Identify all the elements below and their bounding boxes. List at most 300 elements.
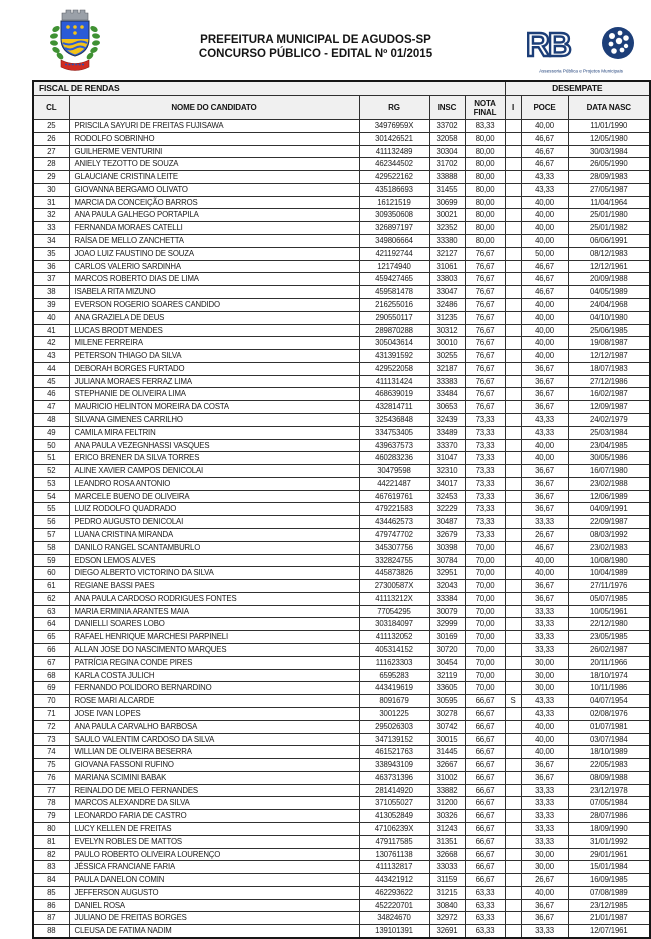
- cell-data-nasc: 12/05/1980: [568, 132, 650, 145]
- cell-name: WILLIAN DE OLIVEIRA BESERRA: [69, 746, 359, 759]
- cell-i: [505, 196, 521, 209]
- cell-name: LUCY KELLEN DE FREITAS: [69, 822, 359, 835]
- cell-rg: 452220701: [359, 899, 429, 912]
- table-row: [33, 695, 650, 708]
- table-row: [33, 375, 650, 388]
- cell-insc: 32453: [429, 490, 465, 503]
- cell-data-nasc: 16/09/1985: [568, 874, 650, 887]
- cell-cl: 88: [33, 925, 69, 938]
- cell-nota-final: 76,67: [465, 247, 505, 260]
- cell-cl: 87: [33, 912, 69, 925]
- cell-data-nasc: 20/09/1988: [568, 273, 650, 286]
- cell-cl: 84: [33, 874, 69, 887]
- cell-rg: 338943109: [359, 759, 429, 772]
- cell-name: JULIANA MORAES FERRAZ LIMA: [69, 375, 359, 388]
- cell-rg: 429522058: [359, 362, 429, 375]
- table-row: [33, 401, 650, 414]
- cell-rg: 41113212X: [359, 592, 429, 605]
- cell-name: FERNANDA MORAES CATELLI: [69, 222, 359, 235]
- cell-i: [505, 605, 521, 618]
- cell-name: LUCAS BRODT MENDES: [69, 324, 359, 337]
- cell-cl: 51: [33, 452, 69, 465]
- cell-cl: 36: [33, 260, 69, 273]
- cell-i: [505, 784, 521, 797]
- cell-name: ANA GRAZIELA DE DEUS: [69, 311, 359, 324]
- cell-insc: 32058: [429, 132, 465, 145]
- cell-cl: 33: [33, 222, 69, 235]
- cell-poce: 36,67: [521, 465, 568, 478]
- cell-name: GLAUCIANE CRISTINA LEITE: [69, 171, 359, 184]
- cell-nota-final: 76,67: [465, 273, 505, 286]
- cell-name: CLEUSA DE FATIMA NADIM: [69, 925, 359, 938]
- cell-poce: 33,33: [521, 516, 568, 529]
- cell-data-nasc: 04/05/1989: [568, 286, 650, 299]
- cell-insc: 30010: [429, 337, 465, 350]
- table-row: [33, 682, 650, 695]
- cell-name: EDSON LEMOS ALVES: [69, 554, 359, 567]
- cell-data-nasc: 23/12/1985: [568, 899, 650, 912]
- cell-data-nasc: 16/07/1980: [568, 465, 650, 478]
- cell-data-nasc: 07/05/1984: [568, 797, 650, 810]
- cell-rg: 34824670: [359, 912, 429, 925]
- cell-cl: 35: [33, 247, 69, 260]
- cell-i: [505, 273, 521, 286]
- cell-nota-final: 66,67: [465, 771, 505, 784]
- cell-nota-final: 76,67: [465, 401, 505, 414]
- cell-name: MARCOS ALEXANDRE DA SILVA: [69, 797, 359, 810]
- cell-i: [505, 644, 521, 657]
- cell-nota-final: 66,67: [465, 746, 505, 759]
- cell-poce: 33,33: [521, 810, 568, 823]
- cell-name: LUANA CRISTINA MIRANDA: [69, 529, 359, 542]
- cell-cl: 76: [33, 771, 69, 784]
- cell-rg: 332824755: [359, 554, 429, 567]
- cell-nota-final: 73,33: [465, 426, 505, 439]
- cell-name: ROSE MARI ALCARDE: [69, 695, 359, 708]
- cell-insc: 31002: [429, 771, 465, 784]
- cell-i: [505, 426, 521, 439]
- cell-name: PEDRO AUGUSTO DENICOLAI: [69, 516, 359, 529]
- table-row: [33, 848, 650, 861]
- cell-name: MARCIA DA CONCEIÇÃO BARROS: [69, 196, 359, 209]
- cell-cl: 67: [33, 656, 69, 669]
- cell-cl: 82: [33, 848, 69, 861]
- cell-nota-final: 63,33: [465, 899, 505, 912]
- cell-data-nasc: 20/11/1966: [568, 656, 650, 669]
- cell-insc: 33702: [429, 120, 465, 133]
- cell-data-nasc: 12/12/1961: [568, 260, 650, 273]
- cell-nota-final: 73,33: [465, 439, 505, 452]
- table-row: [33, 337, 650, 350]
- cell-nota-final: 63,33: [465, 925, 505, 938]
- cell-insc: 30278: [429, 707, 465, 720]
- table-row: [33, 350, 650, 363]
- cell-poce: 36,67: [521, 771, 568, 784]
- cell-poce: 46,67: [521, 132, 568, 145]
- cell-nota-final: 76,67: [465, 298, 505, 311]
- cell-i: [505, 145, 521, 158]
- cell-poce: 40,00: [521, 554, 568, 567]
- cell-cl: 42: [33, 337, 69, 350]
- cell-nota-final: 66,67: [465, 733, 505, 746]
- cell-i: [505, 222, 521, 235]
- cell-cl: 55: [33, 503, 69, 516]
- table-row: [33, 771, 650, 784]
- cell-cl: 74: [33, 746, 69, 759]
- cell-data-nasc: 25/01/1980: [568, 209, 650, 222]
- cell-data-nasc: 12/06/1989: [568, 490, 650, 503]
- cell-cl: 53: [33, 477, 69, 490]
- cell-insc: 33484: [429, 388, 465, 401]
- cell-rg: 461521763: [359, 746, 429, 759]
- cell-nota-final: 73,33: [465, 516, 505, 529]
- cell-rg: 139101391: [359, 925, 429, 938]
- cell-poce: 36,67: [521, 490, 568, 503]
- cell-insc: 33803: [429, 273, 465, 286]
- cell-data-nasc: 10/11/1986: [568, 682, 650, 695]
- cell-poce: 40,00: [521, 222, 568, 235]
- cell-name: ANA PAULA VEZEGNHASSI VASQUES: [69, 439, 359, 452]
- cell-rg: 435186693: [359, 183, 429, 196]
- cell-cl: 77: [33, 784, 69, 797]
- table-row: [33, 426, 650, 439]
- table-row: [33, 235, 650, 248]
- cell-poce: 40,00: [521, 452, 568, 465]
- cell-name: LEONARDO FARIA DE CASTRO: [69, 810, 359, 823]
- cell-cl: 47: [33, 401, 69, 414]
- cell-poce: 43,33: [521, 171, 568, 184]
- cell-nota-final: 76,67: [465, 375, 505, 388]
- cell-name: ANA PAULA CARDOSO RODRIGUES FONTES: [69, 592, 359, 605]
- cell-data-nasc: 23/12/1978: [568, 784, 650, 797]
- cell-insc: 32667: [429, 759, 465, 772]
- cell-rg: 281414920: [359, 784, 429, 797]
- cell-name: MARCELE BUENO DE OLIVEIRA: [69, 490, 359, 503]
- cell-nota-final: 73,33: [465, 503, 505, 516]
- cell-cl: 86: [33, 899, 69, 912]
- cell-cl: 30: [33, 183, 69, 196]
- cell-poce: 40,00: [521, 235, 568, 248]
- cell-name: CAMILA MIRA FELTRIN: [69, 426, 359, 439]
- table-row: [33, 260, 650, 273]
- cell-name: EVELYN ROBLES DE MATTOS: [69, 835, 359, 848]
- table-row: [33, 707, 650, 720]
- cell-insc: 32127: [429, 247, 465, 260]
- cell-insc: 32972: [429, 912, 465, 925]
- table-row: [33, 746, 650, 759]
- document-title-block: [120, 33, 511, 61]
- cell-data-nasc: 26/05/1990: [568, 158, 650, 171]
- cell-i: [505, 631, 521, 644]
- cell-i: [505, 260, 521, 273]
- cell-nota-final: 76,67: [465, 337, 505, 350]
- cell-nota-final: 76,67: [465, 311, 505, 324]
- cell-poce: 40,00: [521, 337, 568, 350]
- cell-i: [505, 861, 521, 874]
- cell-name: MARIA ERMINIA ARANTES MAIA: [69, 605, 359, 618]
- cell-rg: 16121519: [359, 196, 429, 209]
- cell-i: [505, 925, 521, 938]
- cell-data-nasc: 29/01/1961: [568, 848, 650, 861]
- cell-rg: 411132817: [359, 861, 429, 874]
- cell-nota-final: 73,33: [465, 529, 505, 542]
- cell-cl: 29: [33, 171, 69, 184]
- cell-name: GUILHERME VENTURINI: [69, 145, 359, 158]
- cell-cl: 57: [33, 529, 69, 542]
- cell-name: RODOLFO SOBRINHO: [69, 132, 359, 145]
- cell-nota-final: 70,00: [465, 631, 505, 644]
- cell-insc: 32486: [429, 298, 465, 311]
- cell-insc: 33383: [429, 375, 465, 388]
- table-row: [33, 810, 650, 823]
- table-row: [33, 209, 650, 222]
- cell-insc: 30015: [429, 733, 465, 746]
- cell-data-nasc: 27/12/1986: [568, 375, 650, 388]
- cell-rg: 347139152: [359, 733, 429, 746]
- cell-data-nasc: 18/10/1989: [568, 746, 650, 759]
- cell-cl: 41: [33, 324, 69, 337]
- cell-name: GIOVANNA BERGAMO OLIVATO: [69, 183, 359, 196]
- cell-name: DANILO RANGEL SCANTAMBURLO: [69, 541, 359, 554]
- cell-insc: 32229: [429, 503, 465, 516]
- cell-nota-final: 76,67: [465, 324, 505, 337]
- cell-name: LUIZ RODOLFO QUADRADO: [69, 503, 359, 516]
- cell-insc: 34017: [429, 477, 465, 490]
- cell-rg: 479117585: [359, 835, 429, 848]
- cell-data-nasc: 27/11/1976: [568, 580, 650, 593]
- table-row: [33, 644, 650, 657]
- cell-insc: 30653: [429, 401, 465, 414]
- cell-poce: 40,00: [521, 746, 568, 759]
- cell-nota-final: 76,67: [465, 260, 505, 273]
- cell-nota-final: 70,00: [465, 682, 505, 695]
- cell-rg: 216255016: [359, 298, 429, 311]
- table-row: [33, 465, 650, 478]
- table-row: [33, 580, 650, 593]
- cell-poce: 40,00: [521, 350, 568, 363]
- cell-rg: 345307756: [359, 541, 429, 554]
- table-row: [33, 631, 650, 644]
- cell-cl: 81: [33, 835, 69, 848]
- table-row: [33, 784, 650, 797]
- cell-data-nasc: 12/09/1987: [568, 401, 650, 414]
- cell-insc: 31061: [429, 260, 465, 273]
- cell-poce: 33,33: [521, 822, 568, 835]
- cell-insc: 33882: [429, 784, 465, 797]
- cell-poce: 50,00: [521, 247, 568, 260]
- cell-i: [505, 388, 521, 401]
- cell-insc: 31200: [429, 797, 465, 810]
- cell-poce: 46,67: [521, 273, 568, 286]
- cell-data-nasc: 12/07/1961: [568, 925, 650, 938]
- cell-data-nasc: 23/05/1985: [568, 631, 650, 644]
- cell-i: [505, 158, 521, 171]
- cell-nota-final: 66,67: [465, 784, 505, 797]
- cell-rg: 439637573: [359, 439, 429, 452]
- cell-poce: 43,33: [521, 426, 568, 439]
- cell-insc: 33489: [429, 426, 465, 439]
- cell-i: [505, 567, 521, 580]
- cell-insc: 32043: [429, 580, 465, 593]
- table-row: [33, 759, 650, 772]
- cell-insc: 32187: [429, 362, 465, 375]
- cell-data-nasc: 10/04/1989: [568, 567, 650, 580]
- table-row: [33, 516, 650, 529]
- cell-name: RAFAEL HENRIQUE MARCHESI PARPINELI: [69, 631, 359, 644]
- column-header-data-nasc: DATA NASC: [568, 96, 650, 120]
- cell-i: [505, 439, 521, 452]
- cell-nota-final: 73,33: [465, 452, 505, 465]
- cell-name: MARCOS ROBERTO DIAS DE LIMA: [69, 273, 359, 286]
- table-row: [33, 554, 650, 567]
- cell-data-nasc: 30/03/1984: [568, 145, 650, 158]
- column-header-insc: INSC: [429, 96, 465, 120]
- cell-insc: 33047: [429, 286, 465, 299]
- cell-nota-final: 70,00: [465, 644, 505, 657]
- table-row: [33, 822, 650, 835]
- cell-data-nasc: 04/10/1980: [568, 311, 650, 324]
- cell-cl: 26: [33, 132, 69, 145]
- cell-cl: 72: [33, 720, 69, 733]
- cell-name: PAULO ROBERTO OLIVEIRA LOURENÇO: [69, 848, 359, 861]
- cell-cl: 28: [33, 158, 69, 171]
- table-row: [33, 592, 650, 605]
- cell-nota-final: 66,67: [465, 848, 505, 861]
- cell-rg: 443419619: [359, 682, 429, 695]
- cell-name: JÉSSICA FRANCIANE FARIA: [69, 861, 359, 874]
- cell-i: [505, 298, 521, 311]
- cell-name: ALLAN JOSE DO NASCIMENTO MARQUES: [69, 644, 359, 657]
- cell-cl: 80: [33, 822, 69, 835]
- cell-insc: 33888: [429, 171, 465, 184]
- cell-nota-final: 80,00: [465, 171, 505, 184]
- cell-nota-final: 80,00: [465, 158, 505, 171]
- cell-i: [505, 465, 521, 478]
- cell-nota-final: 76,67: [465, 388, 505, 401]
- cell-name: ANA PAULA CARVALHO BARBOSA: [69, 720, 359, 733]
- cell-nota-final: 63,33: [465, 912, 505, 925]
- cell-poce: 46,67: [521, 145, 568, 158]
- cell-data-nasc: 18/09/1990: [568, 822, 650, 835]
- cell-name: PETERSON THIAGO DA SILVA: [69, 350, 359, 363]
- cell-i: [505, 592, 521, 605]
- cell-data-nasc: 12/12/1987: [568, 350, 650, 363]
- cell-data-nasc: 23/04/1985: [568, 439, 650, 452]
- cell-i: [505, 618, 521, 631]
- cell-insc: 31455: [429, 183, 465, 196]
- cell-name: JULIANO DE FREITAS BORGES: [69, 912, 359, 925]
- cell-i: [505, 183, 521, 196]
- table-row: [33, 145, 650, 158]
- cell-rg: 405314152: [359, 644, 429, 657]
- cell-i: [505, 848, 521, 861]
- cell-rg: 462344502: [359, 158, 429, 171]
- cell-nota-final: 66,67: [465, 835, 505, 848]
- cell-rg: 445873826: [359, 567, 429, 580]
- cell-nota-final: 80,00: [465, 235, 505, 248]
- cell-nota-final: 80,00: [465, 183, 505, 196]
- cell-poce: 40,00: [521, 298, 568, 311]
- cell-cl: 34: [33, 235, 69, 248]
- cell-rg: 305043614: [359, 337, 429, 350]
- cell-rg: 295026303: [359, 720, 429, 733]
- cell-i: [505, 822, 521, 835]
- cell-insc: 30021: [429, 209, 465, 222]
- cell-poce: 46,67: [521, 286, 568, 299]
- cell-poce: 33,33: [521, 605, 568, 618]
- table-row: [33, 413, 650, 426]
- cell-i: [505, 132, 521, 145]
- cell-name: SAULO VALENTIM CARDOSO DA SILVA: [69, 733, 359, 746]
- cell-i: [505, 720, 521, 733]
- cell-cl: 71: [33, 707, 69, 720]
- column-header-rg: RG: [359, 96, 429, 120]
- svg-text:RB: RB: [526, 26, 570, 63]
- cell-poce: 30,00: [521, 682, 568, 695]
- cell-i: [505, 235, 521, 248]
- cell-rg: 326897197: [359, 222, 429, 235]
- cell-cl: 31: [33, 196, 69, 209]
- table-row: [33, 669, 650, 682]
- table-row: [33, 196, 650, 209]
- cell-name: DEBORAH BORGES FURTADO: [69, 362, 359, 375]
- cell-rg: 325436848: [359, 413, 429, 426]
- cell-insc: 30784: [429, 554, 465, 567]
- cell-nota-final: 66,67: [465, 695, 505, 708]
- cell-rg: 111623303: [359, 656, 429, 669]
- cell-data-nasc: 10/08/1980: [568, 554, 650, 567]
- cell-poce: 30,00: [521, 656, 568, 669]
- cell-data-nasc: 08/09/1988: [568, 771, 650, 784]
- cell-nota-final: 70,00: [465, 618, 505, 631]
- cell-insc: 30312: [429, 324, 465, 337]
- cell-poce: 40,00: [521, 567, 568, 580]
- table-row: [33, 797, 650, 810]
- cell-i: S: [505, 695, 521, 708]
- table-row: [33, 120, 650, 133]
- cell-rg: 411132489: [359, 145, 429, 158]
- cell-insc: 33380: [429, 235, 465, 248]
- cell-data-nasc: 25/01/1982: [568, 222, 650, 235]
- cell-data-nasc: 16/02/1987: [568, 388, 650, 401]
- cell-insc: 31445: [429, 746, 465, 759]
- table-row: [33, 835, 650, 848]
- job-title-header: FISCAL DE RENDAS: [33, 81, 505, 96]
- cell-i: [505, 682, 521, 695]
- column-header-i: I: [505, 96, 521, 120]
- cell-rg: 47106239X: [359, 822, 429, 835]
- cell-poce: 33,33: [521, 784, 568, 797]
- cell-data-nasc: 25/06/1985: [568, 324, 650, 337]
- cell-nota-final: 73,33: [465, 465, 505, 478]
- cell-insc: 32951: [429, 567, 465, 580]
- cell-insc: 30326: [429, 810, 465, 823]
- table-row: [33, 158, 650, 171]
- cell-nota-final: 83,33: [465, 120, 505, 133]
- cell-nota-final: 76,67: [465, 286, 505, 299]
- cell-i: [505, 337, 521, 350]
- cell-rg: 334753405: [359, 426, 429, 439]
- cell-cl: 43: [33, 350, 69, 363]
- table-row: [33, 656, 650, 669]
- cell-nota-final: 66,67: [465, 861, 505, 874]
- cell-cl: 62: [33, 592, 69, 605]
- cell-cl: 68: [33, 669, 69, 682]
- cell-rg: 468639019: [359, 388, 429, 401]
- cell-i: [505, 120, 521, 133]
- cell-insc: 31243: [429, 822, 465, 835]
- cell-nota-final: 66,67: [465, 759, 505, 772]
